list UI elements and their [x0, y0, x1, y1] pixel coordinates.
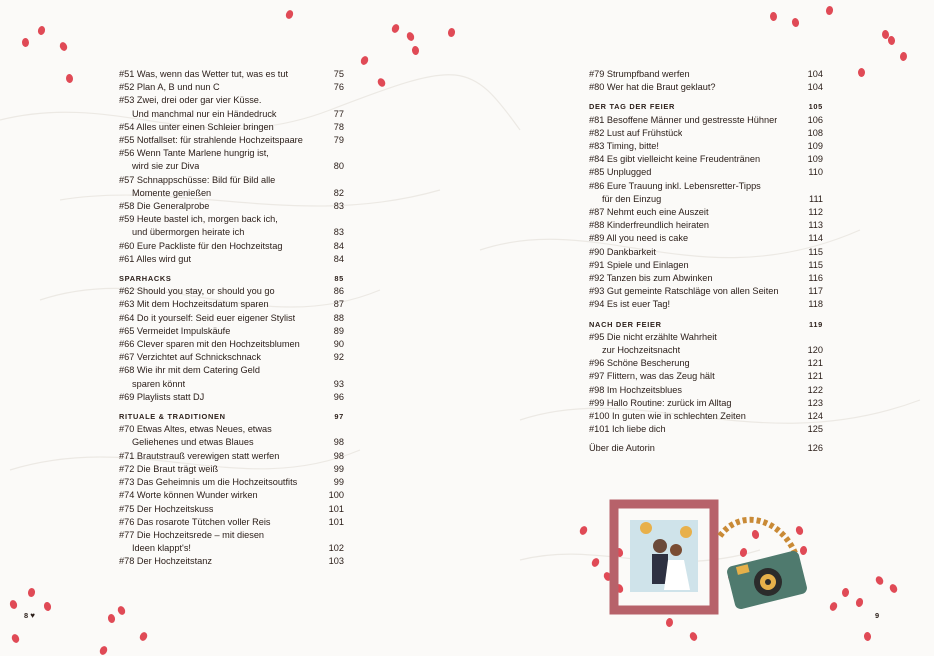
toc-entry-title: NACH DER FEIER	[589, 319, 662, 329]
toc-entry-page: 79	[333, 135, 344, 146]
toc-entry-page: 117	[808, 286, 823, 297]
toc-entry-page: 104	[807, 69, 823, 79]
toc-entry-page: 118	[808, 299, 823, 310]
toc-entry-page: 115	[808, 246, 823, 257]
toc-entry-title: DER TAG DER FEIER	[589, 102, 676, 112]
toc-entry-title: Und manchmal nur ein Händedruck	[132, 108, 277, 119]
toc-entry-title: #65 Vermeidet Impulskäufe	[119, 325, 231, 336]
toc-entry	[589, 246, 823, 259]
toc-entry	[589, 114, 823, 127]
toc-entry-page: 89	[333, 325, 344, 336]
toc-entry	[589, 370, 823, 383]
toc-entry-page: 85	[334, 274, 344, 284]
toc-entry-title: wird sie zur Diva	[132, 161, 200, 172]
toc-entry-title: #89 All you need is cake	[589, 233, 689, 244]
toc-entry-title: #87 Nehmt euch eine Auszeit	[589, 207, 709, 218]
toc-entry	[119, 174, 344, 187]
toc-entry-title: #78 Der Hochzeitstanz	[119, 556, 212, 567]
toc-entry	[589, 357, 823, 370]
toc-entry-page: 93	[333, 378, 344, 389]
toc-entry	[589, 140, 823, 153]
bride-icon	[670, 544, 682, 556]
toc-entry	[589, 219, 823, 232]
toc-entry-title: #70 Etwas Altes, etwas Neues, etwas	[119, 424, 272, 435]
toc-entry-title: #101 Ich liebe dich	[589, 424, 666, 435]
toc-entry-title: #60 Eure Packliste für den Hochzeitstag	[119, 240, 283, 251]
toc-entry-page: 112	[808, 207, 823, 218]
toc-entry	[589, 180, 823, 193]
toc-entry	[119, 298, 344, 311]
toc-entry-page: 113	[808, 220, 823, 231]
toc-entry	[589, 272, 823, 285]
toc-entry-page: 104	[807, 82, 823, 93]
toc-entry	[589, 153, 823, 166]
toc-entry-page: 97	[334, 412, 344, 422]
toc-entry-title: #91 Spiele und Einlagen	[589, 259, 689, 270]
toc-entry-page: 87	[333, 299, 344, 310]
toc-entry-title: #83 Timing, bitte!	[589, 141, 659, 152]
toc-entry-page: 99	[333, 477, 344, 488]
toc-section-heading	[119, 272, 344, 285]
toc-entry-title: #94 Es ist euer Tag!	[589, 299, 671, 310]
flower-icon	[640, 522, 652, 534]
toc-entry-page: 84	[333, 240, 344, 251]
toc-entry-page: 101	[328, 516, 344, 527]
toc-entry-title: #62 Should you stay, or should you go	[119, 286, 275, 297]
toc-entry	[589, 232, 823, 245]
toc-entry-title: #82 Lust auf Frühstück	[589, 127, 683, 138]
toc-section-heading	[589, 100, 823, 113]
toc-entry-title: #92 Tanzen bis zum Abwinken	[589, 273, 713, 284]
toc-right	[589, 68, 823, 456]
toc-entry	[589, 384, 823, 397]
toc-entry-page	[326, 147, 344, 160]
toc-entry	[119, 529, 344, 542]
toc-entry	[589, 206, 823, 219]
toc-entry-page: 83	[333, 227, 344, 238]
toc-entry-page: 110	[808, 167, 823, 178]
toc-entry-page: 96	[333, 391, 344, 402]
page-number-right	[875, 611, 879, 620]
toc-entry-title: #84 Es gibt vielleicht keine Freudentränen	[589, 154, 761, 165]
toc-entry-title: #56 Wenn Tante Marlene hungrig ist,	[119, 148, 269, 159]
toc-entry-title: #54 Alles unter einen Schleier bringen	[119, 121, 274, 132]
toc-entry-page: 106	[807, 114, 823, 125]
toc-entry-title: #74 Worte können Wunder wirken	[119, 490, 258, 501]
toc-entry-title: #100 In guten wie in schlechten Zeiten	[589, 411, 746, 422]
toc-entry-page	[326, 529, 344, 542]
toc-entry-page: 116	[808, 273, 823, 284]
toc-entry-page: 83	[333, 201, 344, 212]
toc-entry	[589, 193, 823, 206]
heart-icon: ♥	[30, 611, 35, 620]
toc-entry	[119, 285, 344, 298]
toc-entry-page: 123	[807, 397, 823, 408]
toc-entry-title: #66 Clever sparen mit den Hochzeitsblumen	[119, 339, 300, 350]
toc-entry-title: #58 Die Generalprobe	[119, 201, 210, 212]
toc-entry-title: und übermorgen heirate ich	[132, 227, 245, 238]
toc-entry-title: #95 Die nicht erzählte Wahrheit	[589, 331, 717, 342]
toc-entry	[119, 312, 344, 325]
toc-entry-page: 119	[808, 319, 823, 329]
photo-camera-illustration	[590, 498, 820, 618]
toc-entry-page: 84	[333, 253, 344, 264]
toc-entry	[119, 450, 344, 463]
toc-entry-title: #75 Der Hochzeitskuss	[119, 503, 214, 514]
toc-entry-title: Über die Autorin	[589, 443, 655, 454]
toc-entry	[589, 423, 823, 436]
toc-entry	[119, 503, 344, 516]
toc-entry	[119, 147, 344, 160]
toc-entry	[119, 423, 344, 436]
toc-entry	[119, 476, 344, 489]
toc-entry	[589, 442, 823, 455]
camera-strap	[720, 520, 795, 553]
folio-number: 9	[875, 611, 880, 620]
toc-entry-page	[326, 94, 344, 107]
toc-entry-page: 75	[333, 69, 344, 79]
toc-entry-page: 122	[807, 384, 823, 395]
toc-entry	[119, 68, 344, 81]
toc-entry-page: 102	[328, 543, 344, 554]
toc-entry-page: 109	[807, 154, 823, 165]
toc-entry-page: 88	[333, 312, 344, 323]
toc-entry-page: 124	[807, 411, 823, 422]
groom-icon	[653, 539, 667, 553]
toc-entry	[589, 81, 823, 94]
toc-entry	[119, 325, 344, 338]
toc-entry	[119, 187, 344, 200]
toc-entry-title: #57 Schnappschüsse: Bild für Bild alle	[119, 174, 276, 185]
toc-entry-page: 92	[333, 352, 344, 363]
toc-entry	[589, 259, 823, 272]
toc-entry-title: #96 Schöne Bescherung	[589, 358, 690, 369]
toc-entry-title: SPARHACKS	[119, 274, 172, 284]
toc-entry	[589, 331, 823, 344]
toc-entry	[119, 240, 344, 253]
toc-entry-page: 78	[333, 121, 344, 132]
toc-entry-page: 108	[807, 127, 823, 138]
toc-entry-title: #77 Die Hochzeitsrede – mit diesen	[119, 529, 265, 540]
toc-entry-title: #64 Do it yourself: Seid euer eigener Stylist	[119, 312, 296, 323]
toc-entry	[119, 391, 344, 404]
folio-number: 8	[24, 611, 29, 620]
toc-entry-title: #52 Plan A, B und nun C	[119, 82, 220, 93]
toc-entry	[119, 463, 344, 476]
toc-entry-title: zur Hochzeitsnacht	[602, 345, 681, 356]
toc-entry-title: #97 Flittern, was das Zeug hält	[589, 371, 715, 382]
toc-entry	[119, 378, 344, 391]
flower-icon	[680, 526, 692, 538]
toc-entry-page: 98	[333, 450, 344, 461]
toc-entry-title: #76 Das rosarote Tütchen voller Reis	[119, 516, 271, 527]
toc-entry-title: #61 Alles wird gut	[119, 253, 192, 264]
toc-entry-page: 121	[807, 358, 823, 369]
toc-section-heading	[589, 318, 823, 331]
toc-entry-title: RITUALE & TRADITIONEN	[119, 412, 226, 422]
toc-entry-page	[326, 423, 344, 436]
toc-entry-title: #90 Dankbarkeit	[589, 246, 656, 257]
toc-entry-title: #72 Die Braut trägt weiß	[119, 463, 219, 474]
toc-entry	[119, 542, 344, 555]
toc-entry	[119, 436, 344, 449]
toc-entry-title: Momente genießen	[132, 187, 212, 198]
toc-entry-title: #98 Im Hochzeitsblues	[589, 384, 682, 395]
toc-entry-title: #79 Strumpfband werfen	[589, 69, 690, 79]
toc-entry-page	[326, 364, 344, 377]
toc-entry	[119, 200, 344, 213]
toc-entry-title: #55 Notfallset: für strahlende Hochzeitspaare	[119, 135, 303, 146]
toc-entry-title: #71 Brautstrauß verewigen statt werfen	[119, 450, 280, 461]
toc-entry	[119, 253, 344, 266]
toc-entry	[119, 108, 344, 121]
toc-left	[119, 68, 344, 569]
toc-entry-title: #85 Unplugged	[589, 167, 652, 178]
toc-entry-title: #81 Besoffene Männer und gestresste Hühner	[589, 114, 778, 125]
toc-entry	[589, 397, 823, 410]
toc-entry-title: #59 Heute bastel ich, morgen back ich,	[119, 214, 278, 225]
toc-entry-page: 126	[807, 443, 823, 454]
confetti-dot	[858, 68, 865, 77]
toc-entry	[119, 160, 344, 173]
toc-entry-page: 100	[328, 490, 344, 501]
toc-entry	[589, 410, 823, 423]
page-number-left	[24, 611, 35, 620]
toc-entry-page	[326, 213, 344, 226]
toc-entry-page: 98	[333, 437, 344, 448]
toc-entry-title: #69 Playlists statt DJ	[119, 391, 205, 402]
toc-entry-title: #93 Gut gemeinte Ratschläge von allen Seiten	[589, 286, 779, 297]
toc-entry	[119, 338, 344, 351]
toc-entry-title: #53 Zwei, drei oder gar vier Küsse.	[119, 95, 262, 106]
toc-entry-page: 120	[807, 345, 823, 356]
toc-entry	[119, 489, 344, 502]
toc-entry-page: 82	[333, 187, 344, 198]
left-page	[0, 0, 467, 648]
toc-entry-page: 77	[333, 108, 344, 119]
toc-entry-title: #86 Eure Trauung inkl. Lebensretter-Tipps	[589, 180, 761, 191]
toc-entry-title: Ideen klappt's!	[132, 543, 191, 554]
toc-entry-page: 105	[808, 102, 823, 112]
lens-center	[765, 579, 771, 585]
toc-entry-page	[805, 180, 823, 193]
toc-entry-page: 99	[333, 463, 344, 474]
toc-entry-title: #63 Mit dem Hochzeitsdatum sparen	[119, 299, 269, 310]
toc-entry	[589, 127, 823, 140]
toc-entry-page: 114	[808, 233, 823, 244]
toc-entry-page: 111	[809, 193, 823, 204]
toc-entry	[119, 516, 344, 529]
toc-entry	[119, 81, 344, 94]
toc-entry	[589, 285, 823, 298]
toc-entry	[119, 555, 344, 568]
toc-entry	[119, 94, 344, 107]
toc-entry	[119, 134, 344, 147]
toc-entry-title: #73 Das Geheimnis um die Hochzeitsoutfits	[119, 477, 298, 488]
toc-entry	[119, 226, 344, 239]
toc-entry-page: 115	[808, 259, 823, 270]
toc-entry	[589, 298, 823, 311]
toc-entry-title: für den Einzug	[602, 193, 662, 204]
toc-section-heading	[119, 410, 344, 423]
toc-entry-page: 125	[807, 424, 823, 435]
toc-entry	[119, 364, 344, 377]
toc-entry-title: #68 Wie ihr mit dem Catering Geld	[119, 365, 260, 376]
toc-entry-page	[326, 174, 344, 187]
toc-entry-title: #67 Verzichtet auf Schnickschnack	[119, 352, 261, 363]
toc-entry	[589, 344, 823, 357]
toc-entry	[589, 166, 823, 179]
toc-entry-title: #99 Hallo Routine: zurück im Alltag	[589, 397, 732, 408]
toc-entry-title: Geliehenes und etwas Blaues	[132, 437, 254, 448]
toc-entry-page	[805, 331, 823, 344]
toc-entry-page: 101	[328, 503, 344, 514]
toc-entry	[589, 68, 823, 81]
toc-entry-title: sparen könnt	[132, 378, 186, 389]
toc-entry-page: 80	[333, 161, 344, 172]
toc-entry-page: 76	[333, 82, 344, 93]
toc-entry	[119, 121, 344, 134]
toc-entry-title: #88 Kinderfreundlich heiraten	[589, 220, 710, 231]
toc-entry-page: 103	[328, 556, 344, 567]
toc-entry-page: 90	[333, 339, 344, 350]
toc-entry	[119, 213, 344, 226]
toc-entry-page: 109	[807, 141, 823, 152]
toc-entry	[119, 351, 344, 364]
toc-entry-page: 121	[807, 371, 823, 382]
toc-entry-title: #80 Wer hat die Braut geklaut?	[589, 82, 716, 93]
toc-entry-page: 86	[333, 286, 344, 297]
toc-entry-title: #51 Was, wenn das Wetter tut, was es tut	[119, 69, 289, 79]
